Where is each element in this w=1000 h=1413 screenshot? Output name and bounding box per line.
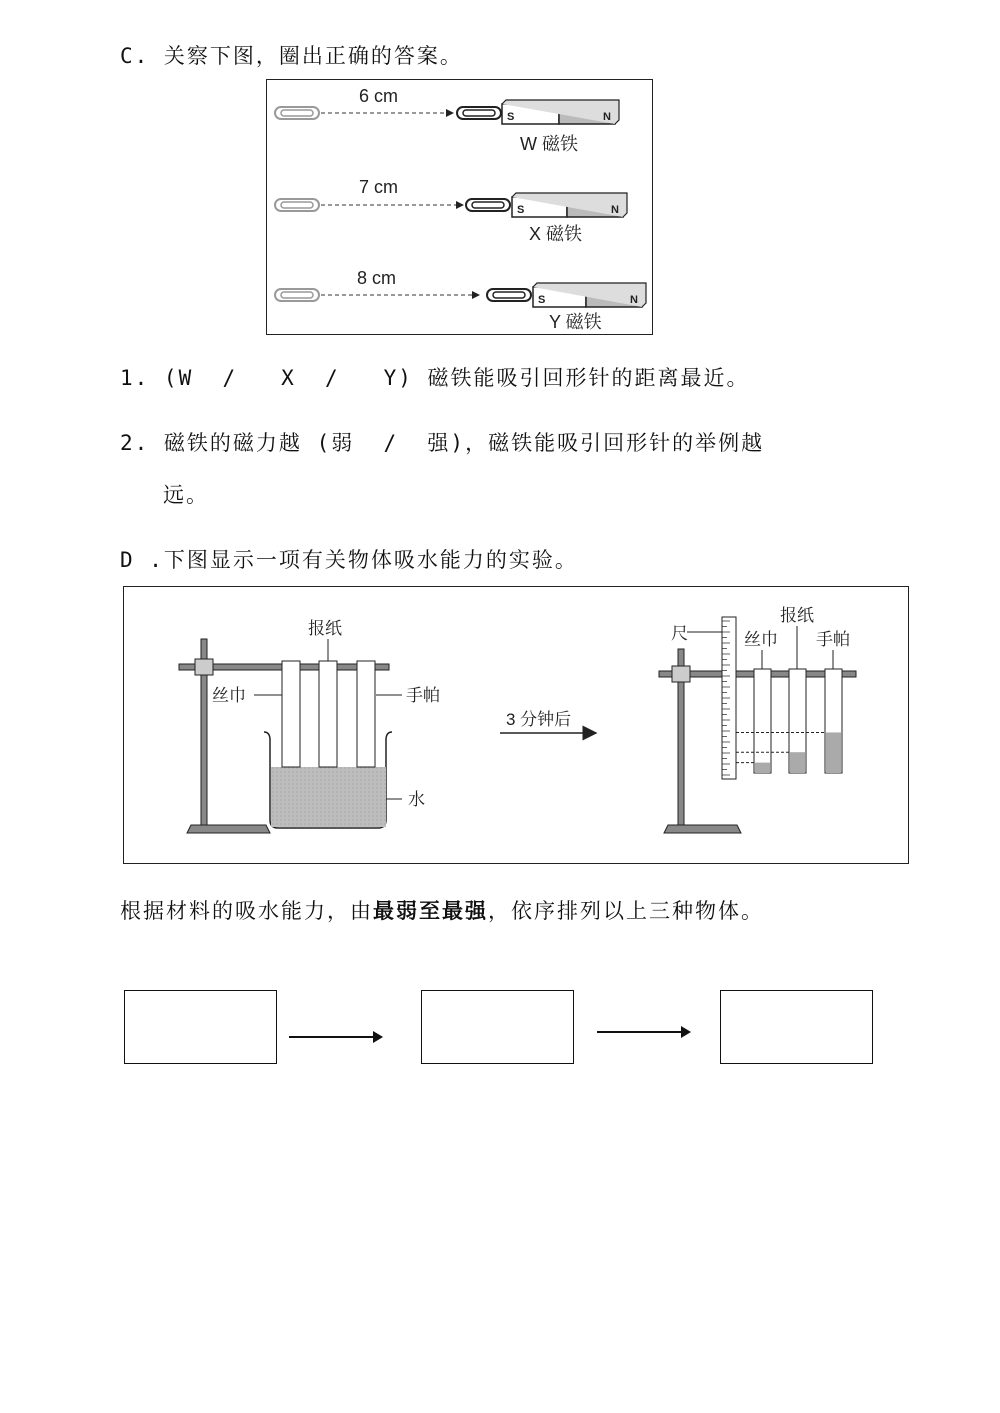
label-silk: 丝巾 [212,686,246,705]
s-pole-label: S [538,294,546,306]
label-newspaper: 报纸 [308,619,342,638]
paperclip-icon [275,107,319,119]
label-after-3-minutes: 3 分钟后 [506,710,572,729]
label-handkerchief: 手帕 [406,686,440,705]
paperclip-icon [275,199,319,211]
arrow-icon [597,1031,689,1033]
distance-label: 7 cm [359,177,399,197]
label-handkerchief-after: 手帕 [816,630,850,649]
label-water: 水 [408,790,425,809]
paperclip-icon [466,199,510,211]
paperclip-icon [457,107,501,119]
magnet-label: X 磁铁 [529,224,583,244]
label-newspaper-after: 报纸 [780,606,814,625]
paperclip-icon [275,289,319,301]
answer-box-1[interactable] [124,990,277,1064]
paperclip-icon [487,289,531,301]
handkerchief-water-level [826,732,841,773]
section-c-heading: C. 关察下图，圈出正确的答案。 [120,44,463,68]
magnet-label: W 磁铁 [520,134,578,154]
n-pole-label: N [611,204,619,216]
silk-water-level [755,763,770,773]
distance-label: 6 cm [359,86,399,106]
absorption-experiment-figure [123,586,909,864]
label-silk-after: 丝巾 [744,630,778,649]
instruction [120,895,764,925]
magnet-label: Y 磁铁 [549,312,602,332]
row-w [275,86,619,154]
s-pole-label: S [517,204,525,216]
instruction-text-end: ，依序排列以上三种物体。 [488,899,764,923]
magnet-figure [266,79,653,335]
question-2-line-2: 远。 [163,483,209,507]
row-y [275,268,646,332]
n-pole-label: N [630,294,638,306]
newspaper-strip [319,661,337,767]
instruction-emphasis: 最弱至最强 [373,899,488,923]
distance-label: 8 cm [357,268,397,288]
arrow-icon [289,1036,381,1038]
ruler [722,617,736,779]
label-ruler: 尺 [671,624,688,643]
handkerchief-strip [357,661,375,767]
row-x [275,177,627,244]
s-pole-label: S [507,111,515,123]
question-1: 1. (W / X / Y) 磁铁能吸引回形针的距离最近。 [120,366,750,390]
section-d-heading: D .下图显示一项有关物体吸水能力的实验。 [120,548,578,572]
silk-strip [282,661,300,767]
newspaper-water-level [790,752,805,773]
answer-box-3[interactable] [720,990,873,1064]
water [271,767,386,827]
silk-strip-after [754,669,771,773]
instruction-text: 根据材料的吸水能力，由 [120,899,373,923]
n-pole-label: N [603,111,611,123]
question-2-line-1: 2. 磁铁的磁力越 (弱 / 强)，磁铁能吸引回形针的举例越 [120,431,765,455]
answer-box-2[interactable] [421,990,574,1064]
stand-before [179,639,392,833]
